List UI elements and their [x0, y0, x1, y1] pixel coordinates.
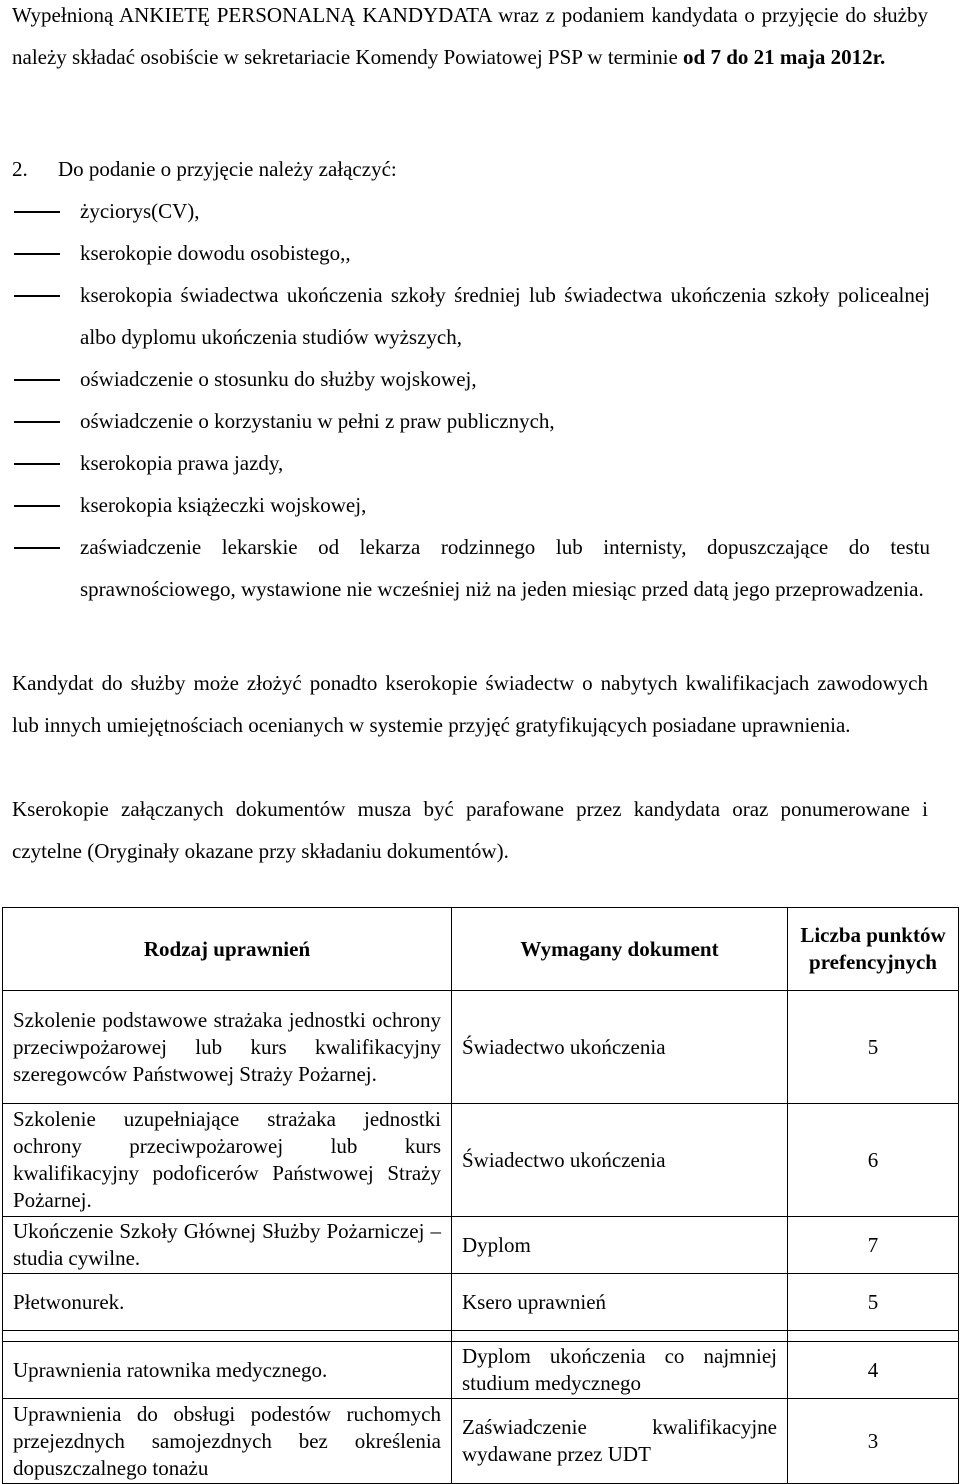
table-row — [3, 1274, 959, 1331]
table-row — [3, 1104, 959, 1217]
table-header-row — [3, 908, 959, 991]
dash-bullet-icon — [14, 211, 60, 213]
attachments-list — [14, 190, 930, 610]
kandydat-paragraph: Kandydat do służby może złożyć ponadto kserokopie świadectw o nabytych kwalifikacjach zawodowych lub innych umiejętnościach ocenianych w systemie przyjęć gratyfikujących posiadane uprawnienia. — [12, 671, 928, 737]
list-item-text: kserokopia świadectwa ukończenia szkoły średniej lub świadectwa ukończenia szkoły policealnej albo dyplomu ukończenia studiów wyższych, — [80, 283, 930, 349]
cell-type: Uprawnienia ratownika medycznego. — [3, 1342, 452, 1399]
cell-type: Szkolenie uzupełniające strażaka jednostki ochrony przeciwpożarowej lub kurs kwalifikacyjny podoficerów Państwowej Straży Pożarnej. — [3, 1104, 452, 1217]
dash-bullet-icon — [14, 421, 60, 423]
qualifications-table — [2, 907, 959, 1484]
table-row — [3, 1217, 959, 1274]
list-item — [14, 274, 930, 358]
table-row — [3, 991, 959, 1104]
list-item — [14, 526, 930, 610]
cell-points: 6 — [788, 1104, 959, 1217]
cell-document: Zaświadczenie kwalifikacyjne wydawane przez UDT — [452, 1399, 788, 1484]
list-item-text: oświadczenie o korzystaniu w pełni z praw publicznych, — [80, 409, 555, 433]
intro-text: Wypełnioną ANKIETĘ PERSONALNĄ KANDYDATA wraz z podaniem kandydata o przyjęcie do służby należy składać osobiście w sekretariacie Komendy Powiatowej PSP w terminie — [12, 3, 928, 69]
table-row — [3, 1399, 959, 1484]
list-item — [14, 442, 930, 484]
cell-type: Płetwonurek. — [3, 1274, 452, 1331]
list-item-text: kserokopia prawa jazdy, — [80, 451, 284, 475]
dash-bullet-icon — [14, 295, 60, 297]
cell-document: Dyplom — [452, 1217, 788, 1274]
cell-type: Szkolenie podstawowe strażaka jednostki ochrony przeciwpożarowej lub kurs kwalifikacyjny szeregowców Państwowej Straży Pożarnej. — [3, 991, 452, 1104]
kserokopie-paragraph: Kserokopie załączanych dokumentów musza być parafowane przez kandydata oraz ponumerowane i czytelne (Oryginały okazane przy składaniu dokumentów). — [12, 797, 928, 863]
cell-points: 3 — [788, 1399, 959, 1484]
header-points: Liczba punktów prefencyjnych — [788, 908, 959, 991]
dash-bullet-icon — [14, 547, 60, 549]
list-item — [14, 358, 930, 400]
cell-points: 5 — [788, 991, 959, 1104]
list-item-text: życiorys(CV), — [80, 199, 200, 223]
cell-document: Ksero uprawnień — [452, 1274, 788, 1331]
list-item — [14, 484, 930, 526]
cell-points: 5 — [788, 1274, 959, 1331]
cell-type: Uprawnienia do obsługi podestów ruchomych przejezdnych samojezdnych bez określenia dopuszczalnego tonażu — [3, 1399, 452, 1484]
cell-type: Ukończenie Szkoły Głównej Służby Pożarniczej – studia cywilne. — [3, 1217, 452, 1274]
header-type: Rodzaj uprawnień — [3, 908, 452, 991]
list-item-text: oświadczenie o stosunku do służby wojskowej, — [80, 367, 477, 391]
list-item — [14, 400, 930, 442]
list-item-text: kserokopie dowodu osobistego,, — [80, 241, 351, 265]
section-2-heading — [12, 148, 397, 190]
section-number: 2. — [12, 157, 28, 181]
list-item-text: kserokopia książeczki wojskowej, — [80, 493, 367, 517]
list-item — [14, 190, 930, 232]
list-item-text: zaświadczenie lekarskie od lekarza rodzinnego lub internisty, dopuszczające do testu sprawnościowego, wystawione nie wcześniej niż na jeden miesiąc przed datą jego przeprowadzenia. — [80, 535, 930, 601]
intro-paragraph — [12, 0, 928, 78]
table-spacer-row — [3, 1331, 959, 1342]
header-document: Wymagany dokument — [452, 908, 788, 991]
list-item — [14, 232, 930, 274]
cell-points: 7 — [788, 1217, 959, 1274]
section-heading-text: Do podanie o przyjęcie należy załączyć: — [58, 157, 397, 181]
intro-deadline: od 7 do 21 maja 2012r. — [683, 45, 886, 69]
table-row — [3, 1342, 959, 1399]
cell-document: Świadectwo ukończenia — [452, 991, 788, 1104]
dash-bullet-icon — [14, 463, 60, 465]
dash-bullet-icon — [14, 379, 60, 381]
cell-points: 4 — [788, 1342, 959, 1399]
cell-document: Świadectwo ukończenia — [452, 1104, 788, 1217]
dash-bullet-icon — [14, 253, 60, 255]
dash-bullet-icon — [14, 505, 60, 507]
cell-document: Dyplom ukończenia co najmniej studium medycznego — [452, 1342, 788, 1399]
